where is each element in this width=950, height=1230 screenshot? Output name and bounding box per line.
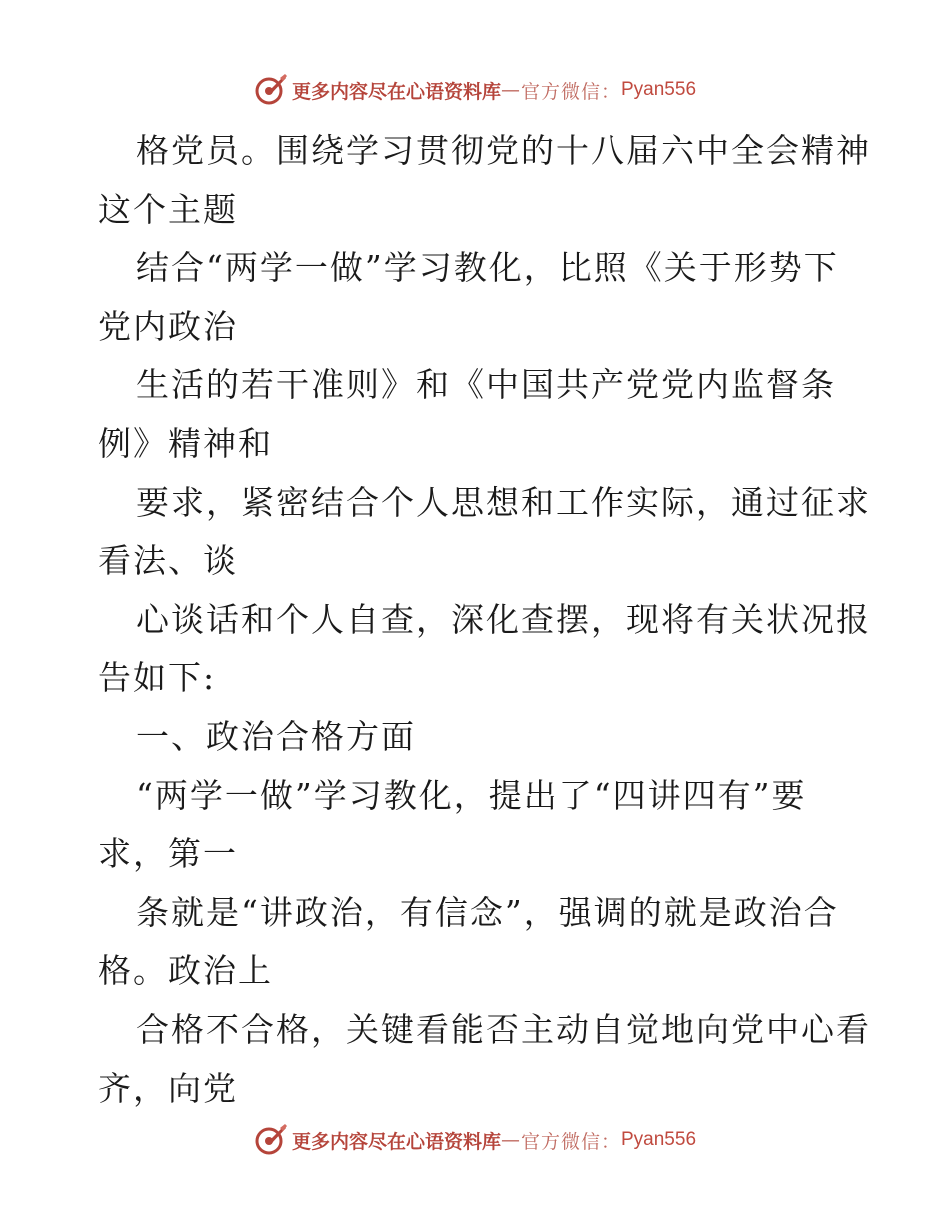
quill-logo-icon	[254, 73, 288, 107]
watermark-wechat-id: Pyan556	[621, 79, 697, 100]
watermark-main-text: 更多内容尽在心语资料库	[291, 1130, 501, 1153]
quill-logo-icon	[254, 1123, 288, 1157]
body-line: “两学一做”学习教化，提出了“四讲四有”要	[136, 775, 807, 815]
body-line: 党内政治	[98, 306, 238, 346]
body-line: 求，第一	[98, 834, 238, 874]
body-line: 合格不合格，关键看能否主动自觉地向党中心看	[136, 1009, 871, 1049]
body-line: 看法、谈	[98, 541, 238, 581]
watermark-dash: —	[500, 1129, 521, 1151]
section-heading: 一、政治合格方面	[136, 716, 416, 756]
body-line: 结合“两学一做”学习教化，比照《关于形势下	[136, 248, 839, 288]
watermark-wechat-id: Pyan556	[621, 1129, 697, 1150]
body-line: 格。政治上	[98, 951, 273, 991]
body-line: 心谈话和个人自查，深化查摆，现将有关状况报	[136, 599, 871, 639]
body-line: 这个主题	[98, 189, 238, 229]
body-line: 生活的若干准则》和《中国共产党党内监督条	[136, 365, 836, 405]
body-line: 齐，向党	[98, 1068, 238, 1108]
body-line: 告如下:	[98, 658, 217, 698]
header-watermark	[0, 70, 950, 110]
body-line: 例》精神和	[98, 423, 273, 463]
footer-watermark	[0, 1120, 950, 1160]
document-body	[98, 122, 871, 1118]
body-line: 格党员。围绕学习贯彻党的十八届六中全会精神	[136, 131, 871, 170]
watermark-wechat-label: 官方微信：	[520, 1130, 621, 1153]
watermark-wechat-label: 官方微信：	[520, 80, 621, 103]
body-line: 要求，紧密结合个人思想和工作实际，通过征求	[136, 482, 871, 522]
body-line: 条就是“讲政治，有信念”，强调的就是政治合	[136, 892, 839, 932]
watermark-main-text: 更多内容尽在心语资料库	[291, 80, 501, 103]
watermark-dash: —	[500, 79, 521, 101]
